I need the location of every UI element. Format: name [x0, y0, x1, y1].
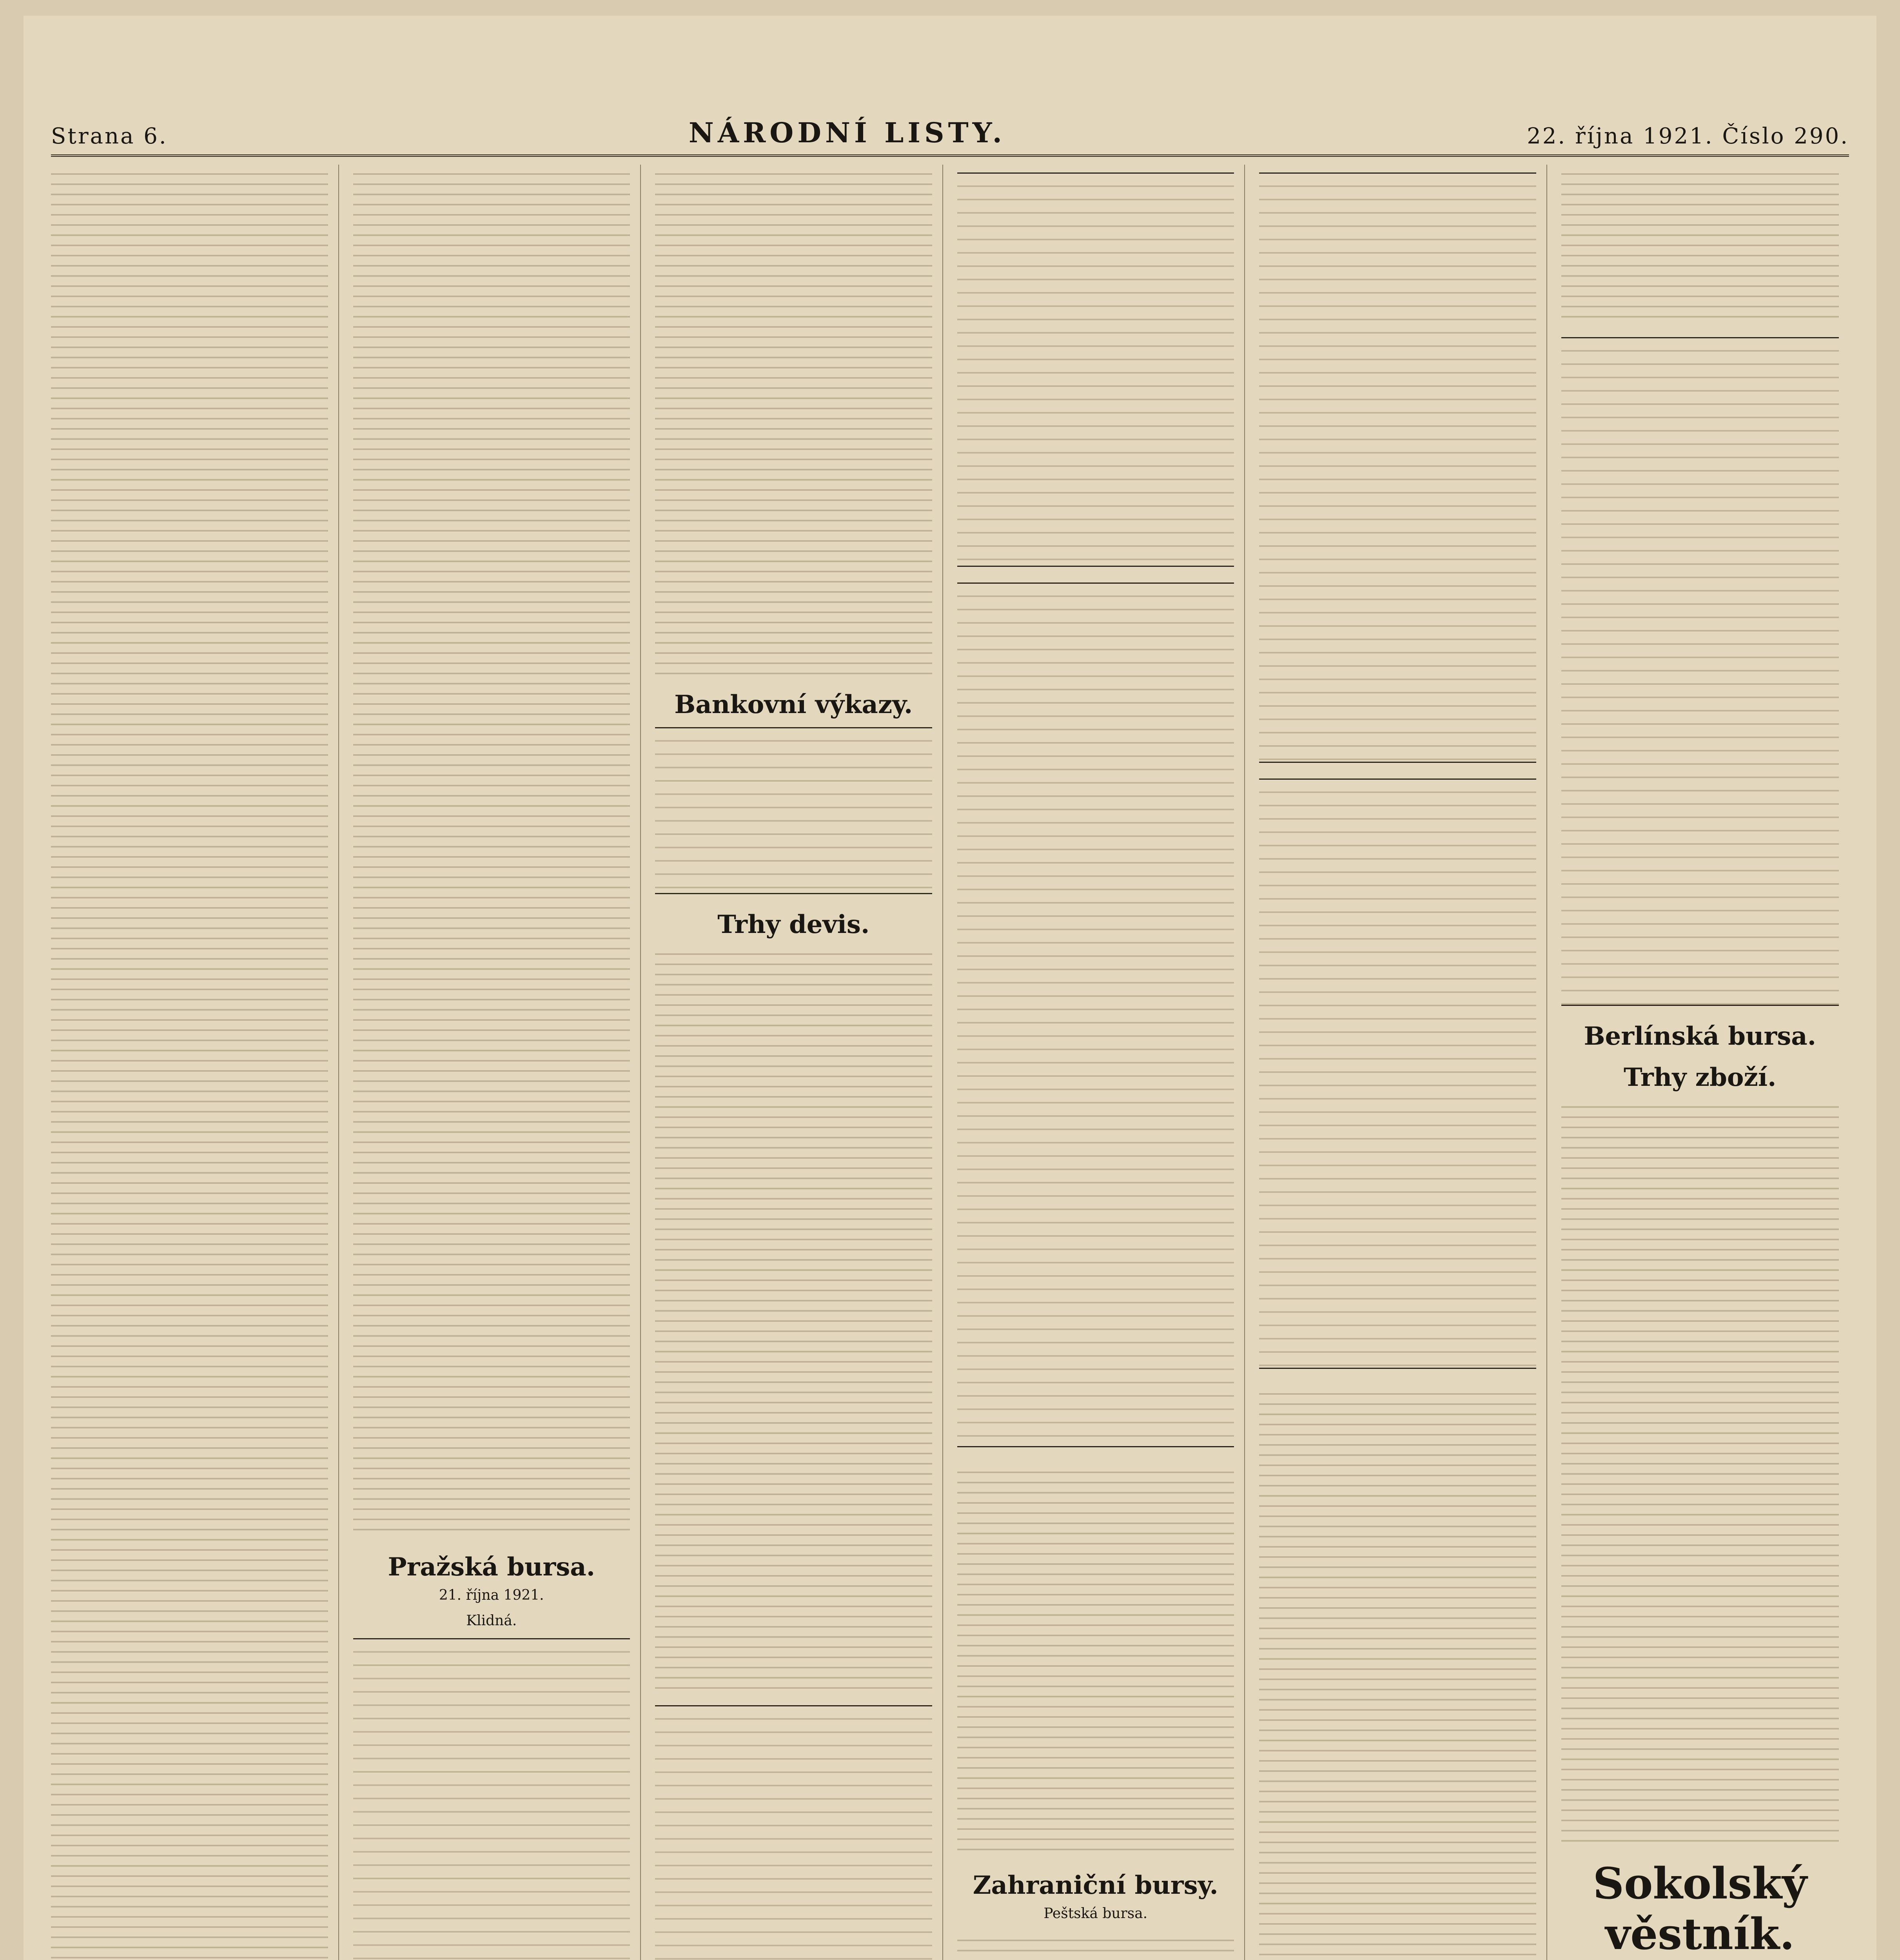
exchange-rate-table	[957, 172, 1234, 567]
section-heading: Bankovní výkazy.	[674, 690, 913, 719]
stock-table	[1259, 779, 1536, 1369]
section-heading: Pražská bursa.	[388, 1552, 595, 1582]
section-heading: Zahraniční bursy.	[973, 1871, 1218, 1900]
stock-table	[353, 1638, 630, 1960]
column-5	[1259, 165, 1547, 1960]
stock-table	[1561, 337, 1839, 1006]
article-text	[655, 165, 932, 674]
section-subheading: Peštská bursa.	[1043, 1906, 1148, 1922]
column-3	[655, 165, 943, 1960]
column-4	[957, 165, 1245, 1960]
newspaper-title: NÁRODNÍ LISTY.	[688, 116, 1006, 149]
bank-statement-table	[655, 727, 932, 894]
article-text	[655, 945, 932, 1690]
article-text	[1561, 1098, 1839, 1842]
article-text	[957, 1931, 1234, 1960]
article-text	[1259, 1385, 1536, 1960]
section-subheading: Klidná.	[466, 1613, 517, 1629]
section-heading: Trhy devis.	[717, 910, 870, 939]
columns	[51, 165, 1849, 1960]
section-heading: Trhy zboží.	[1624, 1063, 1777, 1092]
section-heading: Berlínská bursa.	[1584, 1022, 1817, 1051]
article-text	[957, 1463, 1234, 1855]
section-date: 21. října 1921.	[439, 1587, 544, 1603]
exchange-rate-table	[1259, 172, 1536, 763]
page-number: Strana 6.	[51, 123, 168, 149]
column-2	[353, 165, 641, 1960]
article-text	[353, 165, 630, 1537]
column-1	[51, 165, 339, 1960]
column-6	[1561, 165, 1849, 1960]
exchange-rate-table	[957, 583, 1234, 1447]
article-text	[1561, 165, 1839, 321]
article-text	[51, 165, 328, 1960]
issue-date: 22. října 1921. Číslo 290.	[1527, 123, 1849, 149]
newspaper-page	[24, 16, 1876, 1960]
section-heading: Sokolský věstník.	[1593, 1858, 1807, 1959]
stock-table	[655, 1705, 932, 1960]
masthead	[51, 102, 1849, 157]
